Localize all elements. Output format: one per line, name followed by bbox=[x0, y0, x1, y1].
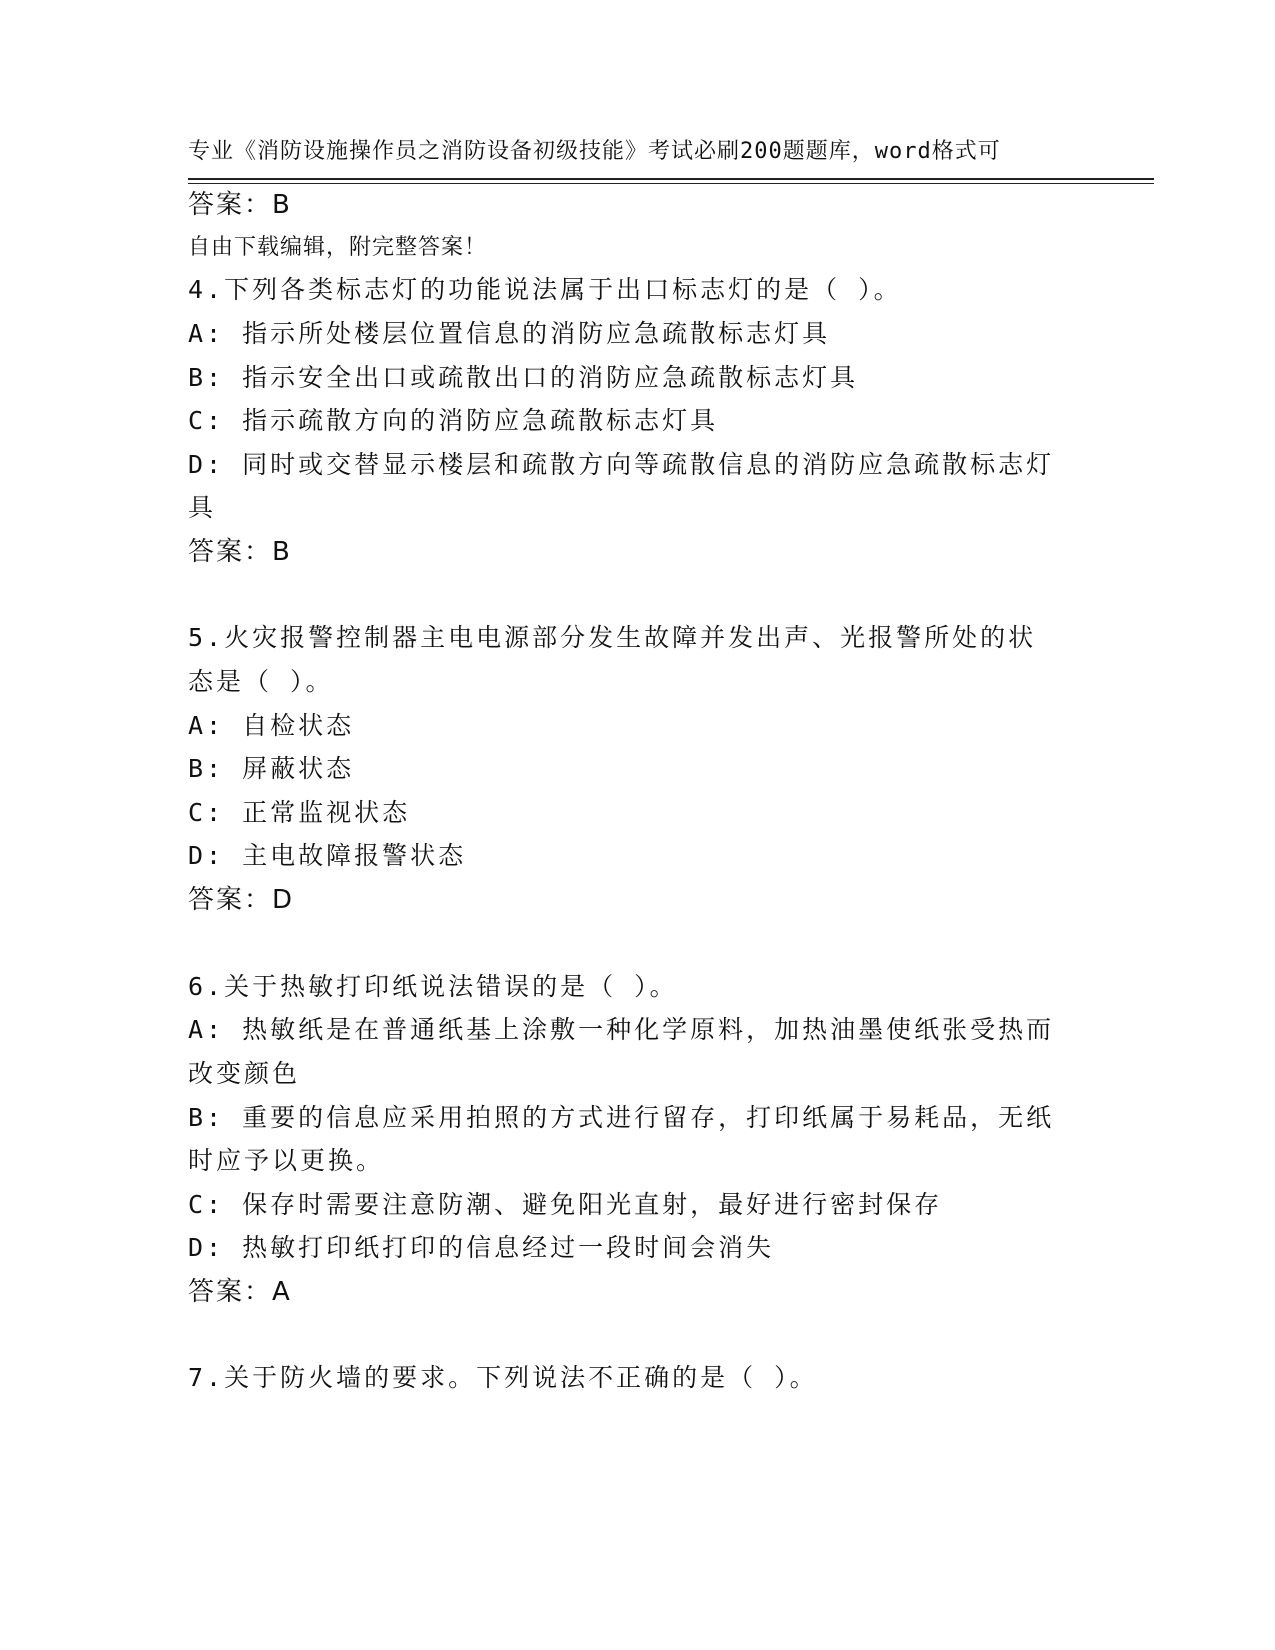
option-b: B: 重要的信息应采用拍照的方式进行留存，打印纸属于易耗品，无纸 bbox=[188, 1103, 1055, 1132]
answer-line: 答案：A bbox=[188, 1277, 292, 1307]
header-rule-thin bbox=[188, 183, 1154, 184]
option-d: D: 同时或交替显示楼层和疏散方向等疏散信息的消防应急疏散标志灯 bbox=[188, 450, 1055, 479]
header-line-2: 自由下载编辑，附完整答案！ bbox=[188, 235, 488, 260]
answer-line: 答案：B bbox=[188, 537, 292, 567]
option-c: C: 保存时需要注意防潮、避免阳光直射，最好进行密封保存 bbox=[188, 1190, 943, 1219]
option-a: A: 热敏纸是在普通纸基上涂敷一种化学原料，加热油墨使纸张受热而 bbox=[188, 1015, 1055, 1044]
option-b: B: 指示安全出口或疏散出口的消防应急疏散标志灯具 bbox=[188, 363, 859, 392]
option-d: D: 热敏打印纸打印的信息经过一段时间会消失 bbox=[188, 1233, 775, 1262]
question-stem: 7.关于防火墙的要求。下列说法不正确的是（ ）。 bbox=[188, 1363, 818, 1392]
option-b: B: 屏蔽状态 bbox=[188, 754, 355, 783]
question-stem: 5.火灾报警控制器主电电源部分发生故障并发出声、光报警所处的状 bbox=[188, 623, 1037, 652]
option-c: C: 正常监视状态 bbox=[188, 798, 411, 827]
option-a: A: 自检状态 bbox=[188, 711, 355, 740]
option-a-continued: 改变颜色 bbox=[188, 1059, 301, 1088]
header-line-1: 专业《消防设施操作员之消防设备初级技能》考试必刷200题题库，word格式可 bbox=[188, 139, 1001, 164]
option-c: C: 指示疏散方向的消防应急疏散标志灯具 bbox=[188, 406, 719, 435]
option-a: A: 指示所处楼层位置信息的消防应急疏散标志灯具 bbox=[188, 319, 831, 348]
question-stem: 6.关于热敏打印纸说法错误的是（ ）。 bbox=[188, 972, 678, 1001]
question-stem: 4.下列各类标志灯的功能说法属于出口标志灯的是（ ）。 bbox=[188, 275, 902, 304]
option-d: D: 主电故障报警状态 bbox=[188, 841, 467, 870]
option-b-continued: 时应予以更换。 bbox=[188, 1146, 385, 1175]
answer-line: 答案：B bbox=[188, 190, 292, 220]
question-stem-continued: 态是（ ）。 bbox=[188, 667, 334, 696]
answer-line: 答案：D bbox=[188, 885, 295, 915]
option-d-continued: 具 bbox=[188, 493, 217, 522]
header-rule-thick bbox=[188, 178, 1154, 180]
